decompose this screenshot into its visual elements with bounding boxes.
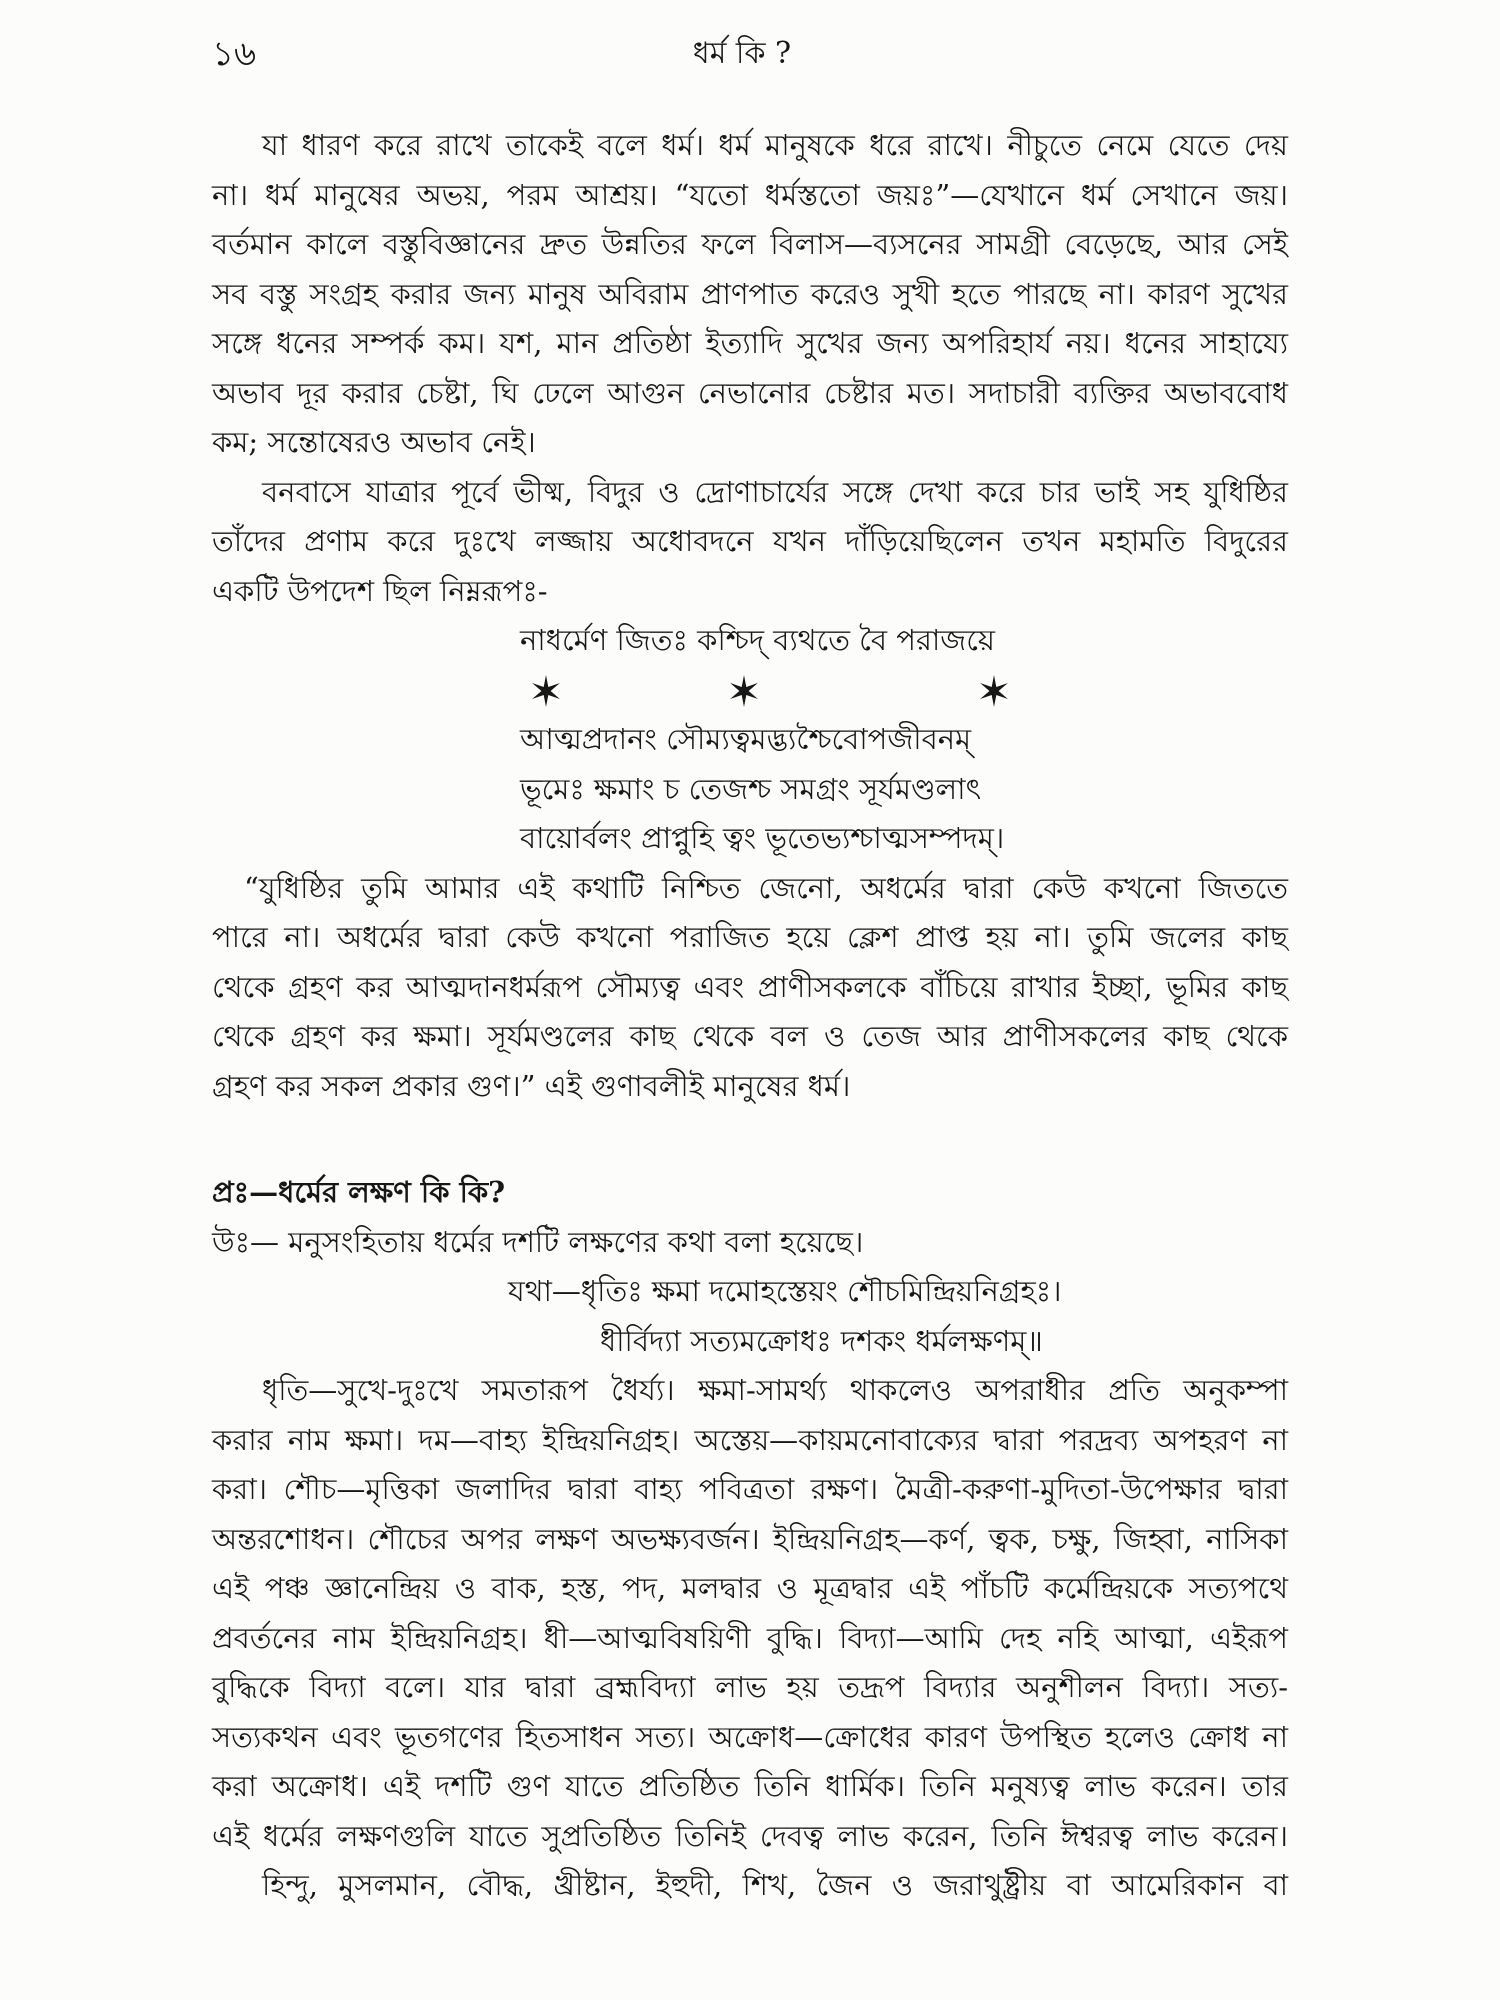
shloka-block: [212, 616, 1288, 864]
paragraph-line: না। ধর্ম মানুষের অভয়, পরম আশ্রয়। “যতো ধর্মস্ততো জয়ঃ”—যেখানে ধর্ম সেখানে জয়।: [212, 177, 1288, 212]
paragraph-line: ধৃতি—সুখে-দুঃখে সমতারূপ ধৈর্য্য। ক্ষমা-সামর্থ্য থাকলেও অপরাধীর প্রতি অনুকম্পা: [262, 1373, 1288, 1407]
paragraph-line: সব বস্তু সংগ্রহ করার জন্য মানুষ অবিরাম প্রাণপাত করেও সুখী হতে পারছে না। কারণ সুখের: [212, 276, 1288, 311]
shloka-block: [212, 1267, 1288, 1366]
paragraph-line: এই ধর্মের লক্ষণগুলি যাতে সুপ্রতিষ্ঠিত তিনিই দেবত্ব লাভ করেন, তিনি ঈশ্বরত্ব লাভ করেন।: [212, 1818, 1288, 1853]
star-ornament-icon: [728, 675, 760, 707]
shloka-line: নাধর্মেণ জিতঃ কশ্চিদ্ ব্যথতে বৈ পরাজয়ে: [520, 623, 995, 657]
paragraph-line: তাঁদের প্রণাম করে দুঃখে লজ্জায় অধোবদনে যখন দাঁড়িয়েছিলেন তখন মহামতি বিদুরের: [212, 524, 1288, 558]
paragraph-line: এই পঞ্চ জ্ঞানেন্দ্রিয় ও বাক, হস্ত, পদ, মলদ্বার ও মূত্রদ্বার এই পাঁচটি কর্মেন্দ্রিয়কে সত্যপথে: [212, 1571, 1288, 1605]
paragraph-line: হিন্দু, মুসলমান, বৌদ্ধ, খ্রীষ্টান, ইহুদী, শিখ, জৈন ও জরাথুষ্ট্রীয় বা আমেরিকান বা: [262, 1868, 1288, 1902]
paragraph-line: থেকে গ্রহণ কর আত্মদানধর্মরূপ সৌম্যত্ব এবং প্রাণীসকলকে বাঁচিয়ে রাখার ইচ্ছা, ভূমির কাছ: [212, 969, 1288, 1004]
paragraph-line: কম; সন্তোষেরও অভাব নেই।: [212, 425, 536, 459]
question-answer: [212, 1168, 1288, 1267]
page-number: ১৬: [212, 34, 257, 74]
star-ornament-row: [212, 666, 1288, 716]
paragraph-line: গ্রহণ কর সকল প্রকার গুণ।” এই গুণাবলীই মানুষের ধর্ম।: [212, 1068, 851, 1103]
paragraph-line: একটি উপদেশ ছিল নিম্নরূপঃ-: [212, 573, 548, 608]
page-body: [212, 121, 1288, 1911]
paragraph-line: বনবাসে যাত্রার পূর্বে ভীষ্ম, বিদুর ও দ্রোণাচার্যের সঙ্গে দেখা করে চার ভাই সহ যুধিষ্ঠির: [262, 474, 1288, 509]
answer-line: উঃ— মনুসংহিতায় ধর্মের দশটি লক্ষণের কথা বলা হয়েছে।: [212, 1224, 864, 1259]
paragraph-line: প্রবর্তনের নাম ইন্দ্রিয়নিগ্রহ। ধী—আত্মবিষয়িণী বুদ্ধি। বিদ্যা—আমি দেহ নহি আত্মা, এইরূপ: [212, 1620, 1288, 1655]
paragraph: [212, 1366, 1288, 1861]
running-title: ধর্ম কি ?: [692, 36, 792, 71]
paragraph-line: করার নাম ক্ষমা। দম—বাহ্য ইন্দ্রিয়নিগ্রহ। অস্তেয়—কায়মনোবাক্যের দ্বারা পরদ্রব্য অপহরণ না: [212, 1422, 1288, 1457]
paragraph-line: করা। শৌচ—মৃত্তিকা জলাদির দ্বারা বাহ্য পবিত্রতা রক্ষণ। মৈত্রী-করুণা-মুদিতা-উপেক্ষার দ্বারা: [212, 1472, 1288, 1506]
paragraph-line: “যুধিষ্ঠির তুমি আমার এই কথাটি নিশ্চিত জেনো, অধর্মের দ্বারা কেউ কখনো জিততে: [244, 870, 1288, 905]
paragraph-line: পারে না। অধর্মের দ্বারা কেউ কখনো পরাজিত হয়ে ক্লেশ প্রাপ্ত হয় না। তুমি জলের কাছ: [212, 920, 1288, 954]
paragraph-line: যা ধারণ করে রাখে তাকেই বলে ধর্ম। ধর্ম মানুষকে ধরে রাখে। নীচুতে নেমে যেতে দেয়: [262, 128, 1288, 162]
paragraph-line: অভাব দূর করার চেষ্টা, ঘি ঢেলে আগুন নেভানোর চেষ্টার মত। সদাচারী ব্যক্তির অভাববোধ: [212, 375, 1288, 410]
paragraph-line: সঙ্গে ধনের সম্পর্ক কম। যশ, মান প্রতিষ্ঠা ইত্যাদি সুখের জন্য অপরিহার্য নয়। ধনের সাহায্যে: [212, 326, 1288, 360]
paragraph-line: করা অক্রোধ। এই দশটি গুণ যাতে প্রতিষ্ঠিত তিনি ধার্মিক। তিনি মনুষ্যত্ব লাভ করেন। তার: [212, 1769, 1288, 1803]
page-header: [212, 28, 1288, 80]
paragraph: [212, 468, 1288, 617]
shloka-line: বায়োর্বলং প্রাপ্নুহি ত্বং ভূতেভ্যশ্চাত্মসম্পদম্।: [520, 821, 1005, 855]
star-ornament-icon: [978, 675, 1010, 707]
paragraph-line: বর্তমান কালে বস্তুবিজ্ঞানের দ্রুত উন্নতির ফলে বিলাস—ব্যসনের সামগ্রী বেড়েছে, আর সেই: [212, 227, 1288, 261]
star-ornament-icon: [530, 675, 562, 707]
paragraph: [212, 121, 1288, 468]
question-line: প্রঃ—ধর্মের লক্ষণ কি কি?: [212, 1175, 506, 1209]
shloka-line: যথা—ধৃতিঃ ক্ষমা দমোহস্তেয়ং শৌচমিন্দ্রিয়নিগ্রহঃ।: [508, 1274, 1062, 1308]
paragraph: [212, 1861, 1288, 1911]
paragraph-line: অন্তরশোধন। শৌচের অপর লক্ষণ অভক্ষ্যবর্জন। ইন্দ্রিয়নিগ্রহ—কর্ণ, ত্বক, চক্ষু, জিহ্বা, নাসিকা: [212, 1521, 1288, 1556]
shloka-line: ধীর্বিদ্যা সত্যমক্রোধঃ দশকং ধর্মলক্ষণম্॥: [600, 1323, 1043, 1358]
paragraph-line: সত্যকথন এবং ভূতগণের হিতসাধন সত্য। অক্রোধ—ক্রোধের কারণ উপস্থিত হলেও ক্রোধ না: [212, 1719, 1288, 1754]
paragraph-line: থেকে গ্রহণ কর ক্ষমা। সূর্যমণ্ডলের কাছ থেকে বল ও তেজ আর প্রাণীসকলের কাছ থেকে: [212, 1019, 1288, 1053]
shloka-line: আত্মপ্রদানং সৌম্যত্বমদ্ভ্যশ্চৈবোপজীবনম্: [520, 722, 972, 756]
shloka-line: ভূমেঃ ক্ষমাং চ তেজশ্চ সমগ্রং সূর্যমণ্ডলাৎ: [520, 771, 982, 806]
paragraph-line: বুদ্ধিকে বিদ্যা বলে। যার দ্বারা ব্রহ্মবিদ্যা লাভ হয় তদ্রূপ বিদ্যার অনুশীলন বিদ্যা। সত্য-: [212, 1670, 1288, 1704]
paragraph: [212, 864, 1288, 1112]
